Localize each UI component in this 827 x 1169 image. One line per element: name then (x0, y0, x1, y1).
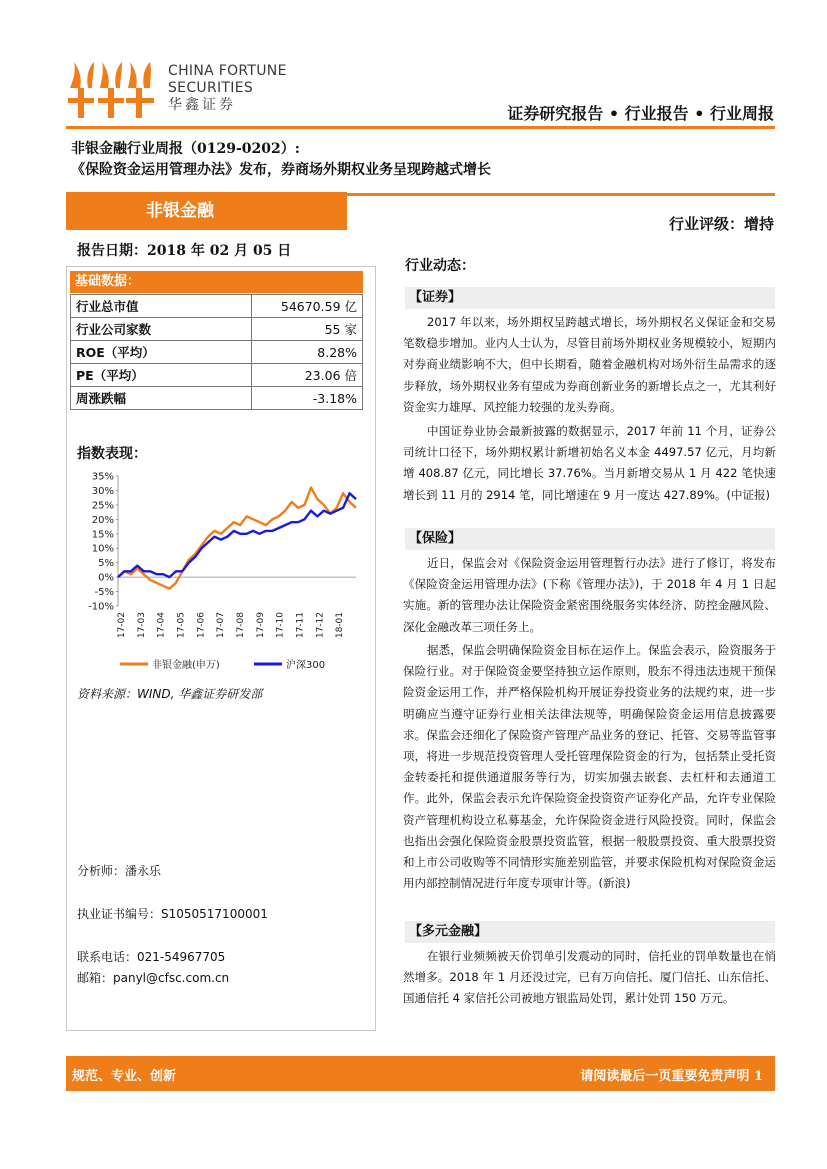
y-tick-label: 5% (98, 558, 114, 570)
analyst-cert: 执业证书编号：S1050517100001 (77, 907, 268, 921)
report-type: 证券研究报告 • 行业报告 • 行业周报 (507, 104, 774, 123)
paragraph-securities-2: 中国证券业协会最新披露的数据显示，2017 年前 11 个月，证券公司统计口径下，场外期权累计新增初始名义本金 4497.57 亿元，月均新增 408.87 亿元，同比增长 37.76%。当月新增交易从 1 月 422 笔快速增长到 11 月的 2914 笔，同比增速在 9 月一度达 427.89%。(中证报) (403, 424, 776, 502)
x-tick-label: 17-04 (156, 612, 167, 639)
brand-name-line2: SECURITIES (168, 80, 254, 96)
data-source: 资料来源：WIND, 华鑫证券研发部 (77, 687, 263, 701)
section-heading-securities: 【证券】 (405, 287, 775, 309)
analyst-name: 分析师：潘永乐 (77, 864, 162, 878)
paragraph-insurance-2: 据悉，保监会明确保险资金目标在运作上。保监会表示，险资服务于保险行业。对于保险资金要坚持独立运作原则，股东不得违法违规干预保险资金运用工作，并严格保险机构开展证券投资业务的法规约束，进一步明确应当遵守证券行业相关法律法规等，明确保险资金运用信息披露要求。保监会还细化了保险资产管理产品业务的登记、托管、交易等监管事项，将进一步规范投资管理人受托管理保险资金的行为，包括禁止受托资金转委托和提供通道服务等行为，切实加强去嵌套、去杠杆和去通道工作。此外，保监会表示允许保险资金投资资产证券化产品，允许专业保险资产管理机构设立私募基金，允许保险资金进行风险投资。同时，保监会也指出会强化保险资金股票投资监管，根据一般股票投资、重大股票投资和上市公司收购等不同情形实施差别监管，并要求保险机构对保险资金运用内部控制情况进行年度专项审计等。(新浪) (403, 643, 776, 891)
basic-data-label: 行业总市值 (71, 295, 252, 318)
x-tick-label: 17-06 (196, 612, 207, 639)
sector-tab: 非银金融 (66, 192, 347, 230)
x-tick-label: 17-08 (236, 612, 246, 639)
y-tick-label: 25% (91, 500, 114, 512)
basic-data-value: 8.28% (252, 341, 363, 364)
y-tick-label: 15% (91, 529, 114, 541)
x-tick-label: 17-07 (216, 612, 227, 639)
y-tick-label: -10% (88, 601, 114, 613)
basic-data-value: 54670.59 亿 (252, 295, 363, 318)
index-performance-chart (74, 466, 364, 681)
basic-data-label: PE（平均） (71, 364, 252, 387)
x-tick-label: 17-05 (176, 612, 187, 639)
paragraph-securities-1: 2017 年以来，场外期权呈跨越式增长，场外期权名义保证金和交易笔数稳步增加。业内人士认为，尽管目前场外期权业务规模较小，短期内对券商业绩影响不大，但中长期看，随着金融机构对场外衍生品需求的逐步释放，场外期权业务有望成为券商创新业务的新增长点之一，尤其利好资金实力雄厚、风控能力较强的龙头券商。 (403, 315, 776, 414)
basic-data-header: 基础数据： (70, 271, 363, 293)
legend-label: 沪深300 (286, 660, 326, 671)
brand-name-line1: CHINA FORTUNE (168, 63, 287, 79)
page-footer (66, 1056, 775, 1091)
basic-data-row (71, 295, 363, 318)
basic-data-row (71, 341, 363, 364)
x-tick-label: 17-02 (117, 612, 127, 639)
basic-data-label: ROE（平均） (71, 341, 252, 364)
basic-data-value: 23.06 倍 (252, 364, 363, 387)
x-tick-label: 17-03 (136, 612, 147, 639)
basic-data-row (71, 364, 363, 387)
analyst-phone: 联系电话：021-54967705 (77, 950, 226, 964)
y-tick-label: 30% (91, 485, 114, 497)
report-title-line2: 《保险资金运用管理办法》发布，券商场外期权业务呈现跨越式增长 (71, 162, 491, 178)
y-tick-label: 35% (91, 471, 114, 483)
company-logo (66, 58, 162, 122)
footer-slogan: 规范、专业、创新 (72, 1069, 177, 1084)
x-tick-label: 17-09 (255, 612, 266, 639)
y-tick-label: 10% (91, 543, 114, 555)
paragraph-diversified-finance-1: 在银行业频频被天价罚单引发震动的同时，信托业的罚单数量也在悄然增多。2018 年 1 月还没过完，已有万向信托、厦门信托、山东信托、国通信托 4 家信托公司被地方银监局处罚，累计处罚 150 万元。 (403, 949, 776, 1006)
industry-rating: 行业评级：增持 (668, 215, 774, 233)
y-tick-label: -5% (94, 587, 114, 599)
footer-disclaimer-note: 请阅读最后一页重要免责声明 1 (580, 1069, 763, 1084)
x-tick-label: 18-01 (335, 612, 346, 639)
basic-data-value: 55 家 (252, 318, 363, 341)
y-tick-label: 20% (91, 514, 114, 526)
x-tick-label: 17-10 (275, 612, 286, 639)
y-tick-label: 0% (98, 572, 114, 584)
basic-data-label: 周涨跌幅 (71, 387, 252, 410)
basic-data-table (70, 294, 363, 410)
analyst-email: 邮箱：panyl@cfsc.com.cn (77, 971, 230, 985)
report-date: 报告日期：2018 年 02 月 05 日 (77, 243, 292, 259)
index-performance-title: 指数表现： (77, 446, 147, 462)
basic-data-value: -3.18% (252, 387, 363, 410)
x-tick-label: 17-12 (315, 612, 326, 639)
industry-dynamics-title: 行业动态： (405, 258, 475, 274)
basic-data-label: 行业公司家数 (71, 318, 252, 341)
section-heading-diversified-finance: 【多元金融】 (405, 921, 775, 943)
brand-name-cn: 华鑫证券 (168, 97, 236, 113)
report-title (71, 139, 491, 181)
legend-label: 非银金融(申万) (152, 660, 220, 671)
section-heading-insurance: 【保险】 (405, 528, 775, 550)
basic-data-row (71, 387, 363, 410)
brand-text (168, 63, 287, 114)
report-title-line1: 非银金融行业周报（0129-0202）: (71, 141, 300, 157)
basic-data-row (71, 318, 363, 341)
sector-rule (347, 193, 775, 196)
paragraph-insurance-1: 近日，保监会对《保险资金运用管理暂行办法》进行了修订，将发布《保险资金运用管理办法》(下称《管理办法》)，于 2018 年 4 月 1 日起实施。新的管理办法让保险资金紧密围绕服务实体经济、防控金融风险、深化金融改革三项任务上。 (403, 556, 776, 634)
series-line-csi300 (118, 493, 356, 577)
x-tick-label: 17-11 (295, 612, 306, 639)
header-rule (66, 126, 775, 129)
